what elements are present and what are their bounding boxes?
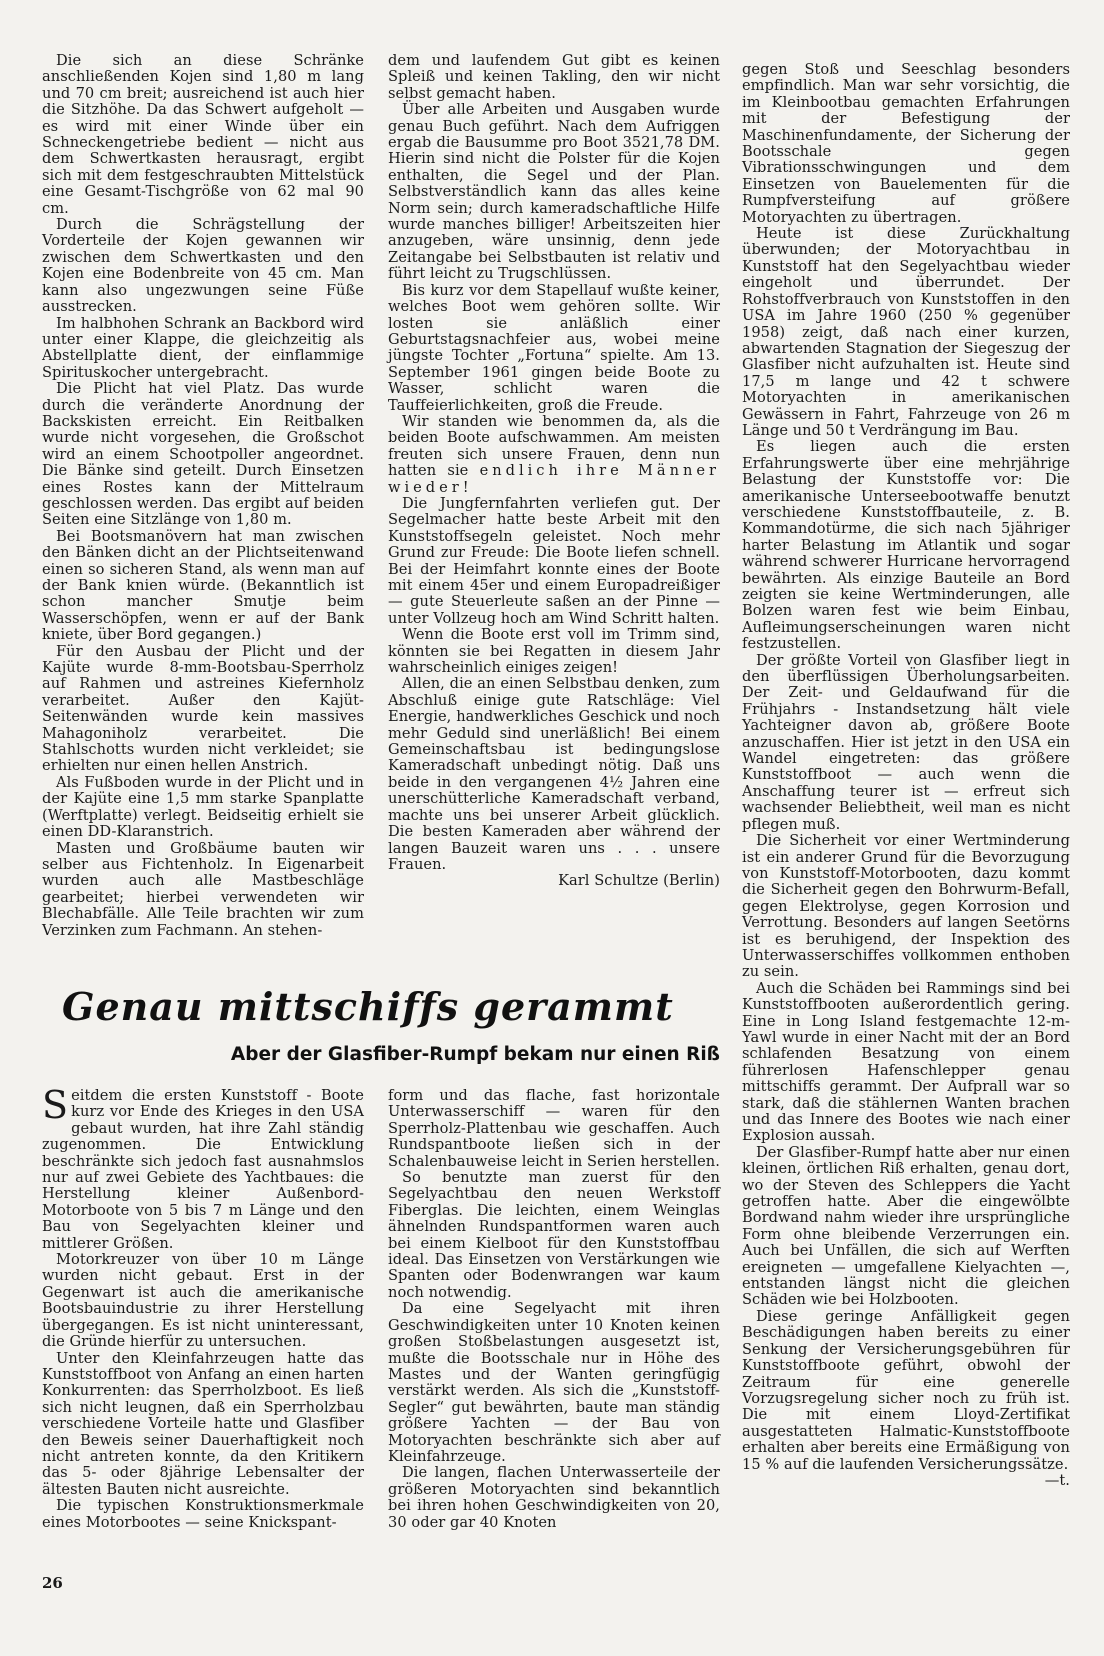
paragraph: Die langen, flachen Unterwasserteile der größeren Motoryachten sind bekanntlich bei ihren hohen Geschwindigkeiten von 20, 30 oder gar 40 Knoten <box>388 1464 720 1531</box>
text-run: ! <box>462 478 469 496</box>
paragraph: Da eine Segelyacht mit ihren Geschwindigkeiten unter 10 Knoten keinen großen Stoßbelastungen ausgesetzt ist, mußte die Bootsschale nur in Höhe des Mastes und der Wanten geringfügig verstärkt werden. Als sich die „Kunststoff-Segler“ gut bewährten, baute man ständig größere Yachten — der Bau von Motoryachten beschränkte sich aber auf Kleinfahrzeuge. <box>388 1300 720 1465</box>
paragraph: Es liegen auch die ersten Erfahrungswerte über eine mehrjährige Belastung der Kunststoffe vor: Die amerikanische Unterseebootwaffe benutzt verschiedene Kunststoffbauteile, z. B. Kommandotürme, die sich nach 5jähriger harter Belastung im Atlantik und sogar während schwerer Hurricane hervorragend bewährten. Als einzige Bauteile an Bord zeigten sie keine Wertminderungen, alle Bolzen waren fest wie beim Einbau, Aufleimungserscheinungen waren nicht festzustellen. <box>742 438 1070 653</box>
article-column-1 <box>42 53 364 939</box>
article-column-5 <box>388 1088 720 1531</box>
paragraph: Der Glasfiber-Rumpf hatte aber nur einen kleinen, örtlichen Riß erhalten, genau dort, wo der Steven des Schleppers die Yacht getroffen hatte. Aber die eingewölbte Bordwand nahm wieder ihre ursprüngliche Form ohne bleibende Verzerrungen ein. Auch bei Unfällen, die sich auf Werften ereigneten — umgefallene Kielyachten —, entstanden längst nicht die gleichen Schäden wie bei Holzbooten. <box>742 1143 1070 1309</box>
article-headline: Genau mittschiffs gerammt <box>62 984 674 1029</box>
paragraph: Unter den Kleinfahrzeugen hatte das Kunststoffboot von Anfang an einen harten Konkurrenten: das Sperrholzboot. Es ließ sich nicht leugnen, daß ein Sperrholzbau verschiedene Vorteile hatte und Glasfiber den Beweis seiner Dauerhaftigkeit noch nicht antreten konnte, da den Kritikern das 5- oder 8jährige Lebensalter der ältesten Bauten nicht ausreichte. <box>42 1349 364 1498</box>
text-run: eitdem die ersten Kunststoff - Boote kurz vor Ende des Krieges in den USA gebaut wurden, hat ihre Zahl ständig zugenommen. Die Entwicklung beschränkte sich jedoch fast ausnahmslos nur auf zwei Gebiete des Yachtbaues: die Herstellung kleiner Außenbord-Motorboote von 5 bis 7 m Länge und den Bau von Segelyachten kleiner und mittlerer Größen. <box>42 1087 364 1252</box>
page-number: 26 <box>42 1574 63 1592</box>
paragraph: Die Jungfernfahrten verliefen gut. Der Segelmacher hatte beste Arbeit mit den Kunststoffsegeln geleistet. Noch mehr Grund zur Freude: Die Boote liefen schnell. Bei der Heimfahrt konnte eines der Boote mit einem 45er und einem Europadreißiger — gute Steuerleute saßen an der Pinne — unter Vollzeug hoch am Wind Schritt halten. <box>388 494 720 627</box>
paragraph: Der größte Vorteil von Glasfiber liegt in den überflüssigen Überholungsarbeiten. Der Zeit- und Geldaufwand für die Frühjahrs - Instandsetzung hält viele Yachteigner davon ab, größere Boote anzuschaffen. Hier ist jetzt in den USA ein Wandel eingetreten: das größere Kunststoffboot — auch wenn die Anschaffung teurer ist — erfreut sich wachsender Beliebtheit, weil man es nicht pflegen muß. <box>742 651 1070 833</box>
paragraph: Wenn die Boote erst voll im Trimm sind, könnten sie bei Regatten in diesem Jahr wahrscheinlich einiges zeigen! <box>388 626 720 677</box>
paragraph: Bei Bootsmanövern hat man zwischen den Bänken dicht an der Plichtseitenwand einen so sicheren Stand, als wenn man auf der Bank knien würde. (Bekanntlich ist schon mancher Smutje beim Wasserschöpfen, wenn er auf der Bank kniete, über Bord gegangen.) <box>42 527 364 644</box>
paragraph: Die Plicht hat viel Platz. Das wurde durch die veränderte Anordnung der Backskisten erreicht. Ein Reitbalken wurde nicht vorgesehen, die Großschot wird an einem Schootpoller angeordnet. Die Bänke sind geteilt. Durch Einsetzen eines Rostes kann der Mittelraum geschlossen werden. Das ergibt auf beiden Seiten eine Sitzlänge von 1,80 m. <box>42 380 364 529</box>
paragraph-continued: dem und laufendem Gut gibt es keinen Spleiß und keinen Takling, den wir nicht selbst gemacht haben. <box>388 52 720 102</box>
paragraph: Heute ist diese Zurückhaltung überwunden; der Motoryachtbau in Kunststoff hat den Segelyachtbau wieder eingeholt und überrundet. Der Rohstoffverbrauch von Kunststoffen in den USA im Jahre 1960 (250 % gegenüber 1958) zeigt, daß nach einer kurzen, abwartenden Stagnation der Siegeszug der Glasfiber nicht aufzuhalten ist. Heute sind 17,5 m lange und 42 t schwere Motoryachten in amerikanischen Gewässern in Fahrt, Fahrzeuge von 26 m Länge und 50 t Verdrängung im Bau. <box>742 225 1070 439</box>
drop-cap: S <box>42 1083 69 1127</box>
paragraph: Die typischen Konstruktionsmerkmale eines Motorbootes — seine Knickspant- <box>42 1497 364 1531</box>
paragraph: Im halbhohen Schrank an Backbord wird unter einer Klappe, die gleichzeitig als Abstellplatte dient, der einflammige Spirituskocher untergebracht. <box>42 314 364 381</box>
paragraph: Die sich an diese Schränke anschließenden Kojen sind 1,80 m lang und 70 cm breit; ausreichend ist auch hier die Sitzhöhe. Da das Schwert aufgeholt — es wird mit einer Winde über ein Schneckengetriebe bedient — nicht aus dem Schwertkasten herausragt, ergibt sich mit dem festgeschraubten Mittelstück eine Gesamt-Tischgröße von 62 mal 90 cm. <box>42 52 364 217</box>
paragraph-continued: form und das flache, fast horizontale Unterwasserschiff — waren für den Sperrholz-Plattenbau wie geschaffen. Auch Rundspantboote ließen sich in der Schalenbauweise leicht in Serien herstellen. <box>388 1087 720 1170</box>
author-signature: Karl Schultze (Berlin) <box>558 872 720 890</box>
paragraph: Motorkreuzer von über 10 m Länge wurden nicht gebaut. Erst in der Gegenwart ist auch die amerikanische Bootsbauindustrie zu ihrer Herstellung übergegangen. Es ist nicht uninteressant, die Gründe hierfür zu untersuchen. <box>42 1251 364 1351</box>
paragraph: Allen, die an einen Selbstbau denken, zum Abschluß einige gute Ratschläge: Viel Energie, handwerkliches Geschick und noch mehr Geduld sind unerläßlich! Bei einem Gemeinschaftsbau ist bedingungslose Kameradschaft unbedingt nötig. Daß uns beide in den vergangenen 4½ Jahren eine unerschütterliche Kameradschaft verband, machte uns bei unserer Arbeit glücklich. Die besten Kameraden aber während der langen Bauzeit waren uns . . . unsere Frauen. <box>388 675 720 873</box>
lead-paragraph <box>42 1083 364 1252</box>
paragraph: Bis kurz vor dem Stapellauf wußte keiner, welches Boot wem gehören sollte. Wir losten sie anläßlich einer Geburtstagsnachfeier aus, wobei meine jüngste Tochter „Fortuna“ spielte. Am 13. September 1961 gingen beide Boote zu Wasser, schlicht waren die Tauffeierlichkeiten, groß die Freude. <box>388 281 720 414</box>
article-subheadline: Aber der Glasfiber-Rumpf bekam nur einen Riß <box>230 1044 720 1065</box>
author-initial: —t. <box>1044 1471 1070 1489</box>
paragraph: Durch die Schrägstellung der Vorderteile der Kojen gewannen wir zwischen dem Schwertkasten und den Kojen eine Bodenbreite von 45 cm. Man kann also ungezwungen seine Füße ausstrecken. <box>42 216 364 316</box>
article-column-3 <box>742 62 1070 1489</box>
paragraph: Die Sicherheit vor einer Wertminderung ist ein anderer Grund für die Bevorzugung von Kunststoff-Motorbooten, dazu kommt die Sicherheit gegen den Bohrwurm-Befall, gegen Elektrolyse, gegen Korrosion und Verrottung. Besonders auf langen Seetörns ist es beruhigend, der Inspektion des Unterwasserschiffes vollkommen enthoben zu sein. <box>742 832 1070 981</box>
paragraph: So benutzte man zuerst für den Segelyachtbau den neuen Werkstoff Fiberglas. Die leichten, einem Weinglas ähnelnden Rundspantformen waren auch bei einem Kielboot für den Kunststoffbau ideal. Das Einsetzen von Verstärkungen wie Spanten oder Bodenwrangen war kaum noch notwendig. <box>388 1169 720 1301</box>
paragraph <box>388 414 720 496</box>
paragraph: Auch die Schäden bei Rammings sind bei Kunststoffbooten außerordentlich gering. Eine in Long Island festgemachte 12-m-Yawl wurde in einer Nacht mit der an Bord schlafenden Besatzung von einem führerlosen Hafenschlepper genau mittschiffs gerammt. Der Aufprall war so stark, daß die stählernen Wanten brachen und das Innere des Bootes wie nach einer Explosion aussah. <box>742 979 1070 1145</box>
article-column-4 <box>42 1083 364 1531</box>
article-column-2 <box>388 53 720 890</box>
paragraph: Masten und Großbäume bauten wir selber aus Fichtenholz. In Eigenarbeit wurden auch alle Mastbeschläge gearbeitet; hierbei verwendeten wir Blechabfälle. Alle Teile brachten wir zum Verzinken zum Fachmann. An stehen- <box>42 839 364 939</box>
paragraph: Für den Ausbau der Plicht und der Kajüte wurde 8-mm-Bootsbau-Sperrholz auf Rahmen und astreines Kiefernholz verarbeitet. Außer den Kajüt-Seitenwänden wurde kein massives Mahagoniholz verarbeitet. Die Stahlschotts wurden nicht verkleidet; sie erhielten nur einen hellen Anstrich. <box>42 642 364 775</box>
paragraph: Als Fußboden wurde in der Plicht und in der Kajüte eine 1,5 mm starke Spanplatte (Werftplatte) verlegt. Beidseitig erhielt sie einen DD-Klaranstrich. <box>42 773 364 841</box>
paragraph: Diese geringe Anfälligkeit gegen Beschädigungen haben bereits zu einer Senkung der Versicherungsgebühren für Kunststoffboote geführt, obwohl der Zeitraum für eine generelle Vorzugsregelung sicher noch zu früh ist. Die mit einem Lloyd-Zertifikat ausgestatteten Halmatic-Kunststoffboote erhalten aber bereits eine Ermäßigung von 15 % auf die laufenden Versicherungssätze. <box>742 1307 1070 1473</box>
paragraph: Über alle Arbeiten und Ausgaben wurde genau Buch geführt. Nach dem Aufriggen ergab die Bausumme pro Boot 3521,78 DM. Hierin sind nicht die Polster für die Kojen enthalten, die Segel und der Plan. Selbstverständlich kann das alles keine Norm sein; durch kameradschaftliche Hilfe wurde manches billiger! Arbeitszeiten hier anzugeben, wäre unsinnig, denn jede Zeitangabe bei Selbstbauten ist relativ und führt leicht zu Trugschlüssen. <box>388 101 720 283</box>
text-run: Wir standen wie benommen da, als die beiden Boote aufschwammen. Am meisten freuten sich unsere Frauen, denn nun hatten sie <box>388 412 720 480</box>
spaced-emphasis: endlich ihre Männer wieder <box>388 462 720 496</box>
paragraph-continued: gegen Stoß und Seeschlag besonders empfindlich. Man war sehr vorsichtig, die im Kleinbootbau gemachten Erfahrungen mit der Befestigung der Maschinenfundamente, der Sicherung der Bootsschale gegen Vibrationsschwingungen und dem Einsetzen von Bauelementen für die Rumpfversteifung auf größere Motoryachten zu übertragen. <box>742 61 1070 226</box>
